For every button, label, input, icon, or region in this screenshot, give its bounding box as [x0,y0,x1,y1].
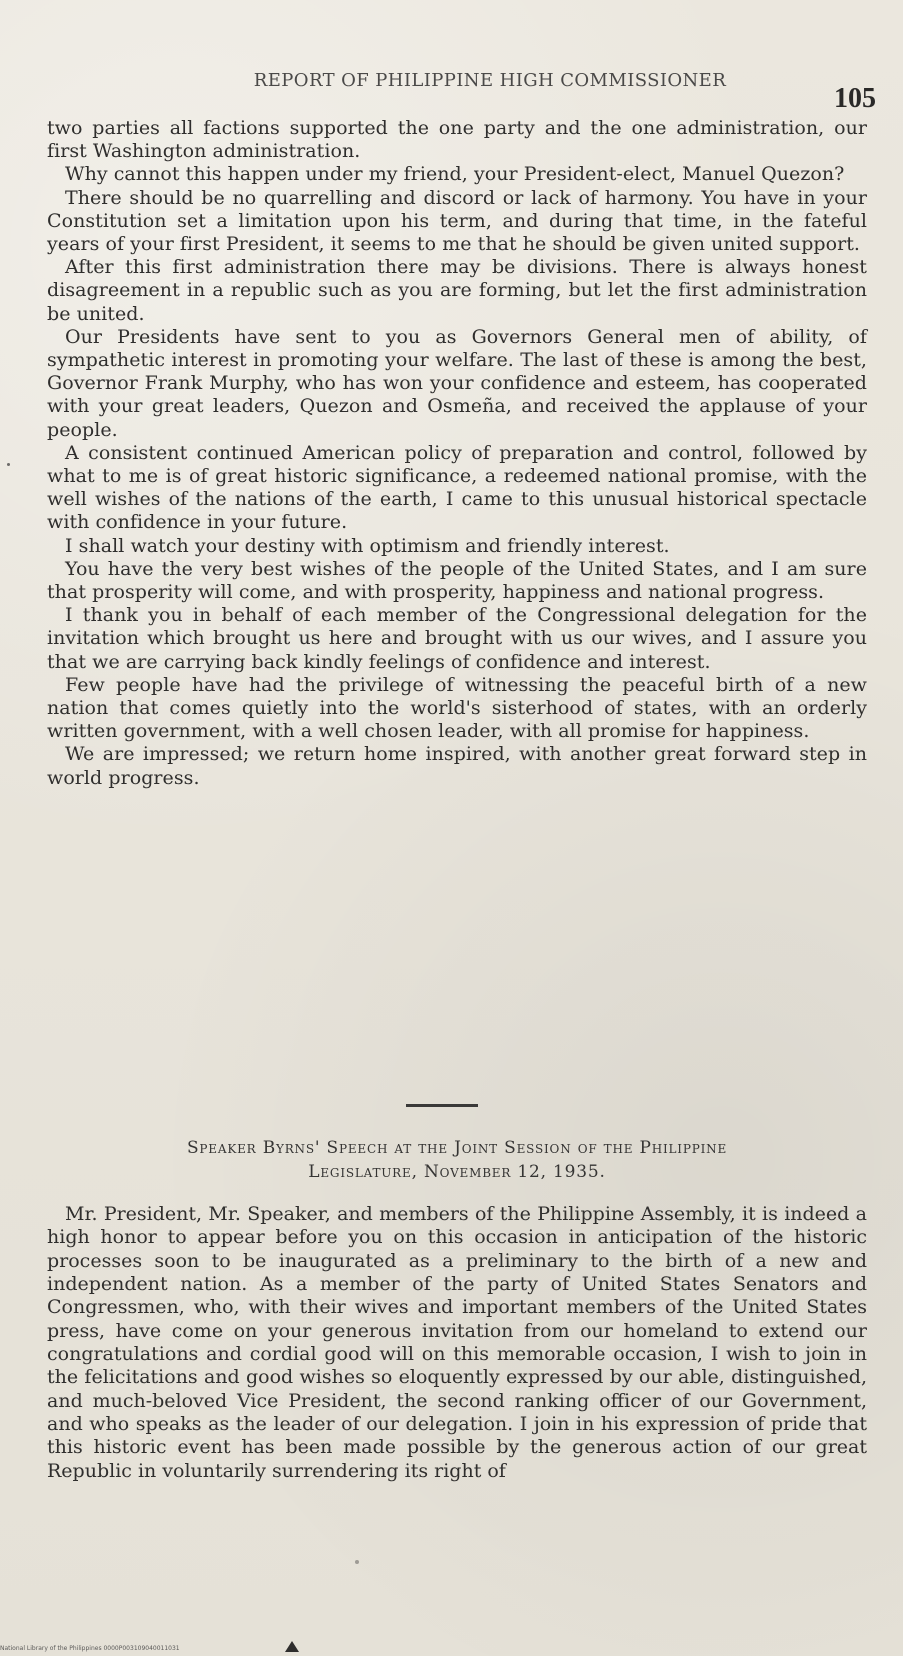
speech-text [47,1203,867,1483]
section-divider [406,1104,478,1107]
scan-footer-note: National Library of the Philippines 0000P003109040011031 [0,1645,180,1652]
body-paragraph: After this first administration there may be divisions. There is always honest disagreement in a republic such as you are forming, but let the first administration be united. [47,256,867,325]
main-body-text [47,117,867,790]
margin-mark [7,463,10,466]
paper-spot [355,1560,359,1564]
speech-paragraph: Mr. President, Mr. Speaker, and members of the Philippine Assembly, it is indeed a high honor to appear before you on this occasion in anticipation of the historic processes soon to be inaugurated as a preliminary to the birth of a new and independent nation. As a member of the party of United States Senators and Congressmen, who, with their wives and important members of the United States press, have come on your generous invitation from our homeland to extend our congratulations and cordial good will on this memorable occasion, I wish to join in the felicitations and good wishes so eloquently expressed by our able, distinguished, and much-beloved Vice President, the second ranking officer of our Government, and who speaks as the leader of our delegation. I join in his expression of pride that this historic event has been made possible by the generous action of our great Republic in voluntarily surrendering its right of [47,1203,867,1482]
body-paragraph: I thank you in behalf of each member of the Congressional delegation for the invitation which brought us here and brought with us our wives, and I assure you that we are carrying back kindly feelings of confidence and interest. [47,604,867,673]
body-paragraph: A consistent continued American policy of preparation and control, followed by what to me is of great historic significance, a redeemed national promise, with the well wishes of the nations of the earth, I came to this unusual historical spectacle with confidence in your future. [47,441,867,534]
body-paragraph: We are impressed; we return home inspired, with another great forward step in world progress. [47,743,867,789]
body-paragraph: Our Presidents have sent to you as Governors General men of ability, of sympathetic interest in promoting your welfare. The last of these is among the best, Governor Frank Murphy, who has won your confidence and esteem, has cooperated with your great leaders, Quezon and Osmeña, and received the applause of your people. [47,325,867,441]
body-paragraph: Few people have had the privilege of witnessing the peaceful birth of a new nation that comes quietly into the world's sisterhood of states, with an orderly written government, with a well chosen leader, with all promise for happiness. [47,673,867,743]
body-paragraph: You have the very best wishes of the people of the United States, and I am sure that prosperity will come, and with prosperity, happiness and national progress. [47,557,867,604]
section-heading [47,1136,867,1184]
page-header [40,63,880,113]
body-paragraph: There should be no quarrelling and discord or lack of harmony. You have in your Constitution set a limitation upon his term, and during that time, in the fateful years of your first President, it seems to me that he should be given united support. [47,186,867,256]
body-paragraph: two parties all factions supported the one party and the one administration, our first Washington administration. [47,117,867,163]
body-paragraph: I shall watch your destiny with optimism and friendly interest. [65,534,670,557]
page-number: 105 [834,83,876,114]
section-heading-line: Speaker Byrns' Speech at the Joint Session of the Philippine [186,1138,728,1158]
running-head: REPORT OF PHILIPPINE HIGH COMMISSIONER [253,70,727,91]
section-heading-line: Legislature, November 12, 1935. [308,1162,606,1182]
triangle-icon [285,1641,299,1652]
body-paragraph: Why cannot this happen under my friend, your President-elect, Manuel Quezon? [65,163,845,186]
